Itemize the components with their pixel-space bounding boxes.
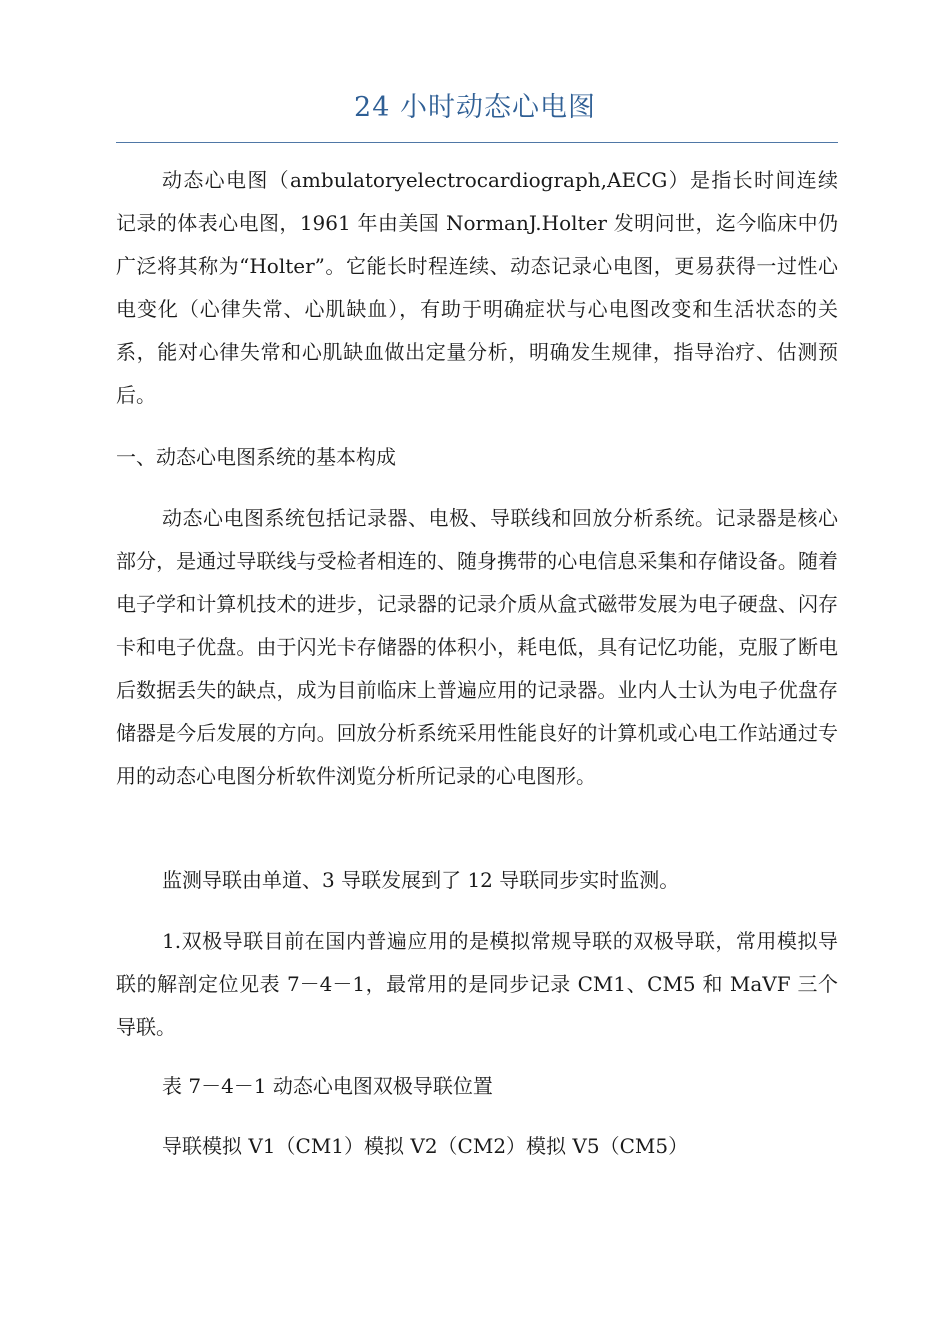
page-title: 24 小时动态心电图 bbox=[354, 92, 596, 123]
title-divider bbox=[116, 142, 838, 143]
system-paragraph: 动态心电图系统包括记录器、电极、导联线和回放分析系统。记录器是核心部分，是通过导联线与受检者相连的、随身携带的心电信息采集和存储设备。随着电子学和计算机技术的进步，记录器的记录介质从盒式磁带发展为电子硬盘、闪存卡和电子优盘。由于闪光卡存储器的体积小，耗电低，具有记忆功能，克服了断电后数据丢失的缺点，成为目前临床上普遍应用的记录器。业内人士认为电子优盘存储器是今后发展的方向。回放分析系统采用性能良好的计算机或心电工作站通过专用的动态心电图分析软件浏览分析所记录的心电图形。 bbox=[116, 506, 838, 788]
table-header-row: 导联模拟 V1（CM1）模拟 V2（CM2）模拟 V5（CM5） bbox=[162, 1134, 689, 1158]
leads-paragraph: 监测导联由单道、3 导联发展到了 12 导联同步实时监测。 bbox=[162, 868, 680, 892]
section-heading: 一、动态心电图系统的基本构成 bbox=[116, 445, 396, 469]
bipolar-paragraph: 1.双极导联目前在国内普遍应用的是模拟常规导联的双极导联，常用模拟导联的解剖定位见表 7－4－1，最常用的是同步记录 CM1、CM5 和 MaVF 三个导联。 bbox=[116, 929, 838, 1039]
table-caption: 表 7－4－1 动态心电图双极导联位置 bbox=[162, 1074, 493, 1098]
intro-paragraph: 动态心电图（ambulatoryelectrocardiograph,AECG）是指长时间连续记录的体表心电图，1961 年由美国 NormanJ.Holter 发明问世，迄今临床中仍广泛将其称为“Holter”。它能长时程连续、动态记录心电图，更易获得一过性心电变化（心律失常、心肌缺血），有助于明确症状与心电图改变和生活状态的关系，能对心律失常和心肌缺血做出定量分析，明确发生规律，指导治疗、估测预后。 bbox=[116, 168, 838, 407]
